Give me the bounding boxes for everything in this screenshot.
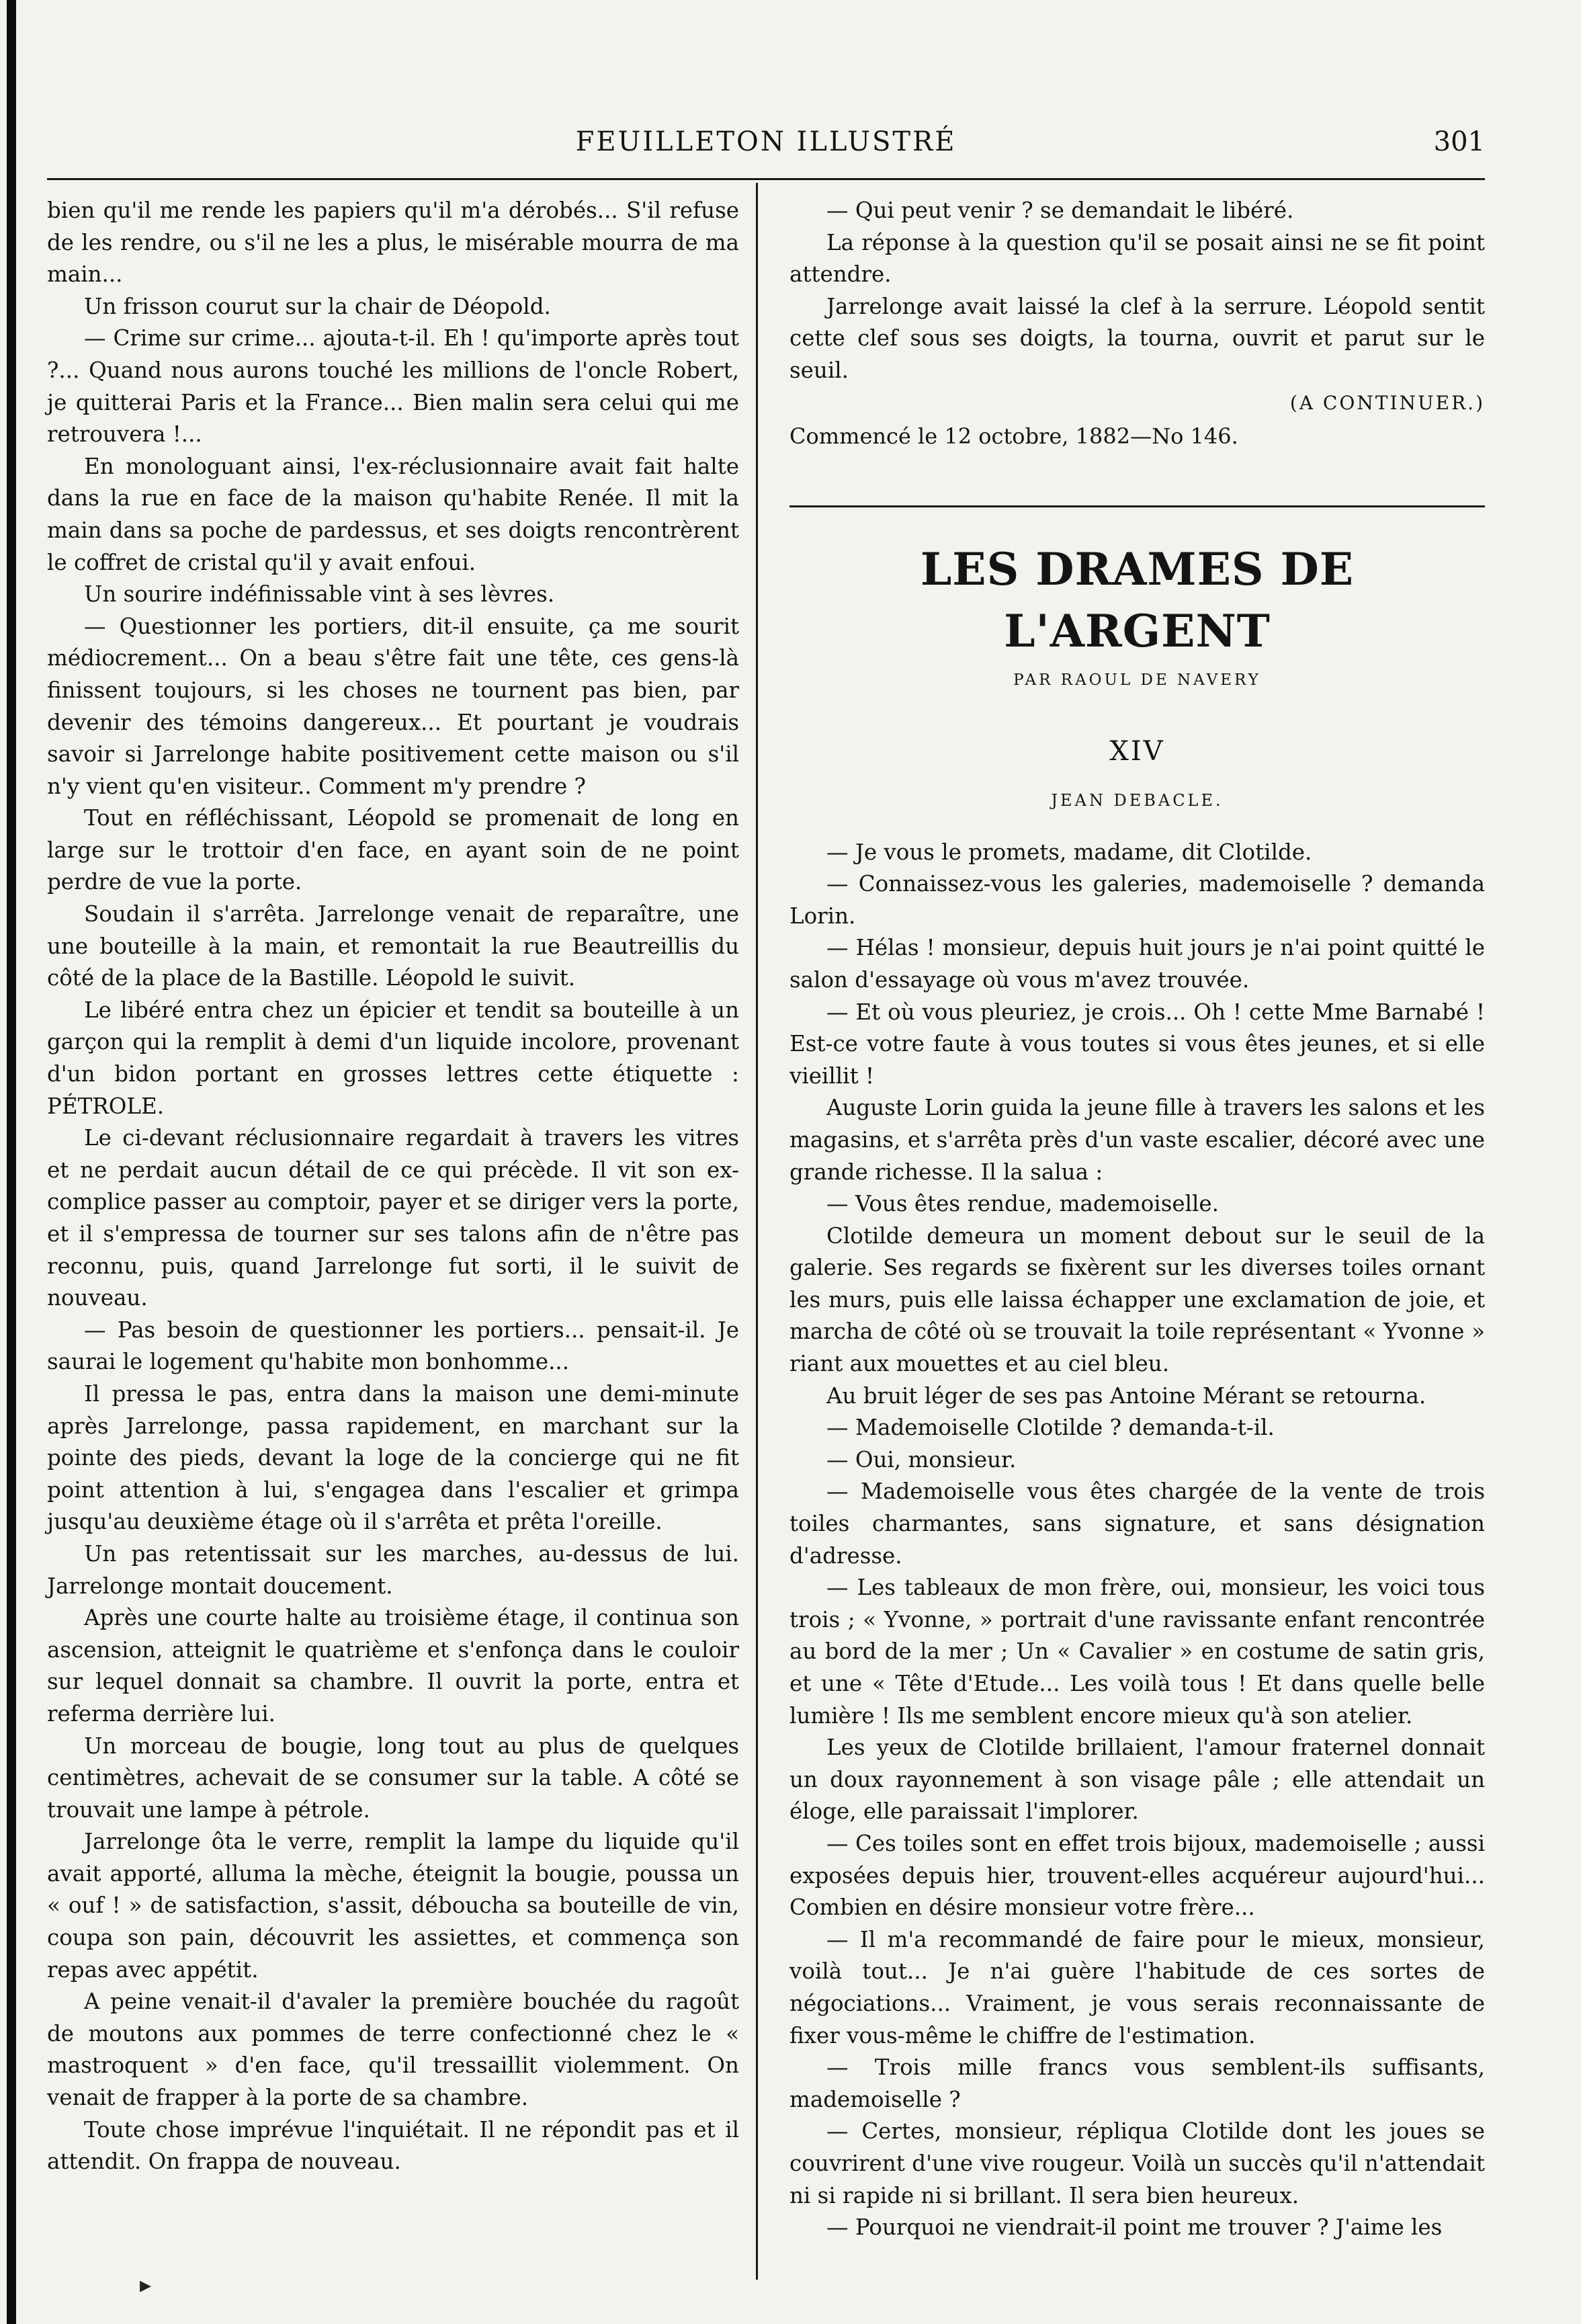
paragraph: Un morceau de bougie, long tout au plus de quelques centimètres, achevait de se consumer sur la table. A côté se trouvait une lampe à pétrole. [47, 1733, 739, 1823]
continuation-note: (A CONTINUER.) [1289, 391, 1485, 414]
paragraph: — Mademoiselle Clotilde ? demanda-t-il. [826, 1415, 1275, 1441]
paragraph: Tout en réfléchissant, Léopold se promenait de long en large sur le trottoir d'en face, en ayant soin de ne point perdre de vue la porte. [47, 805, 739, 895]
previous-story-ending [789, 195, 1485, 387]
paragraph: — Oui, monsieur. [826, 1446, 1017, 1472]
paragraph: bien qu'il me rende les papiers qu'il m'a dérobés... S'il refuse de les rendre, ou s'il ne les a plus, le misérable mourra de ma main... [47, 198, 739, 288]
paragraph: — Pourquoi ne viendrait-il point me trouver ? J'aime les [826, 2214, 1443, 2241]
paragraph: A peine venait-il d'avaler la première bouchée du ragoût de moutons aux pommes de terre confectionné chez le « mastroquent » d'en face, qu'il tressaillit violemment. On venait de frapper à la porte de sa chambre. [47, 1989, 739, 2111]
paragraph: — Questionner les portiers, dit-il ensuite, ça me sourit médiocrement... On a beau s'être fait une tête, ces gens-là finissent toujours, si les choses ne tournent pas bien, par devenir des témoins dangereux... Et pourtant je voudrais savoir si Jarrelonge habite positivement cette maison ou s'il n'y vient qu'en visiteur.. Comment m'y prendre ? [47, 613, 739, 799]
section-rule [789, 505, 1485, 507]
paragraph: Un pas retentissait sur les marches, au-dessus de lui. Jarrelonge montait doucement. [47, 1540, 739, 1599]
feuilleton-title: LES DRAMES DE L'ARGENT [920, 542, 1355, 657]
paragraph: — Mademoiselle vous êtes chargée de la vente de trois toiles charmantes, sans signature, et sans désignation d'adresse. [789, 1479, 1485, 1569]
commence-note: Commencé le 12 octobre, 1882—No 146. [789, 423, 1238, 449]
paragraph: Auguste Lorin guida la jeune fille à travers les salons et les magasins, et s'arrêta près d'un vaste escalier, décoré avec une grande richesse. Il la salua : [789, 1095, 1485, 1185]
paragraph: Soudain il s'arrêta. Jarrelonge venait de reparaître, une une bouteille à la main, et remontait la rue Beautreillis du côté de la place de la Bastille. Léopold le suivit. [47, 901, 739, 991]
paragraph: Les yeux de Clotilde brillaient, l'amour fraternel donnait un doux rayonnement à son visage pâle ; elle attendait un éloge, elle paraissait l'implorer. [789, 1735, 1485, 1825]
header-title: FEUILLETON ILLUSTRÉ [575, 126, 957, 157]
paragraph: — Les tableaux de mon frère, oui, monsieur, les voici tous trois ; « Yvonne, » portrait d'une ravissante enfant rencontrée au bord de la mer ; Un « Cavalier » en costume de satin gris, et une « Tête d'Etude... Les voilà tous ! Et dans quelle belle lumière ! Ils me semblent encore mieux qu'à son atelier. [789, 1575, 1485, 1729]
page-edge-bar [7, 0, 16, 2324]
page-header [47, 126, 1485, 167]
paragraph: — Ces toiles sont en effet trois bijoux, mademoiselle ; aussi exposées depuis hier, trouvent-elles acquéreur aujourd'hui... Combien en désire monsieur votre frère... [789, 1830, 1485, 1921]
paragraph: Après une courte halte au troisième étage, il continua son ascension, atteignit le quatrième et s'enfonça dans le couloir sur lequel donnait sa chambre. Il ouvrit la porte, entra et referma derrière lui. [47, 1605, 739, 1727]
column-divider [756, 183, 758, 2280]
paragraph: Au bruit léger de ses pas Antoine Mérant se retourna. [826, 1382, 1426, 1409]
paragraph: Clotilde demeura un moment debout sur le seuil de la galerie. Ses regards se fixèrent sur les diverses toiles ornant les murs, puis elle laissa échapper une exclamation de joie, et marcha de côté où se trouvait la toile représentant « Yvonne » riant aux mouettes et au ciel bleu. [789, 1222, 1485, 1377]
paragraph: — Trois mille francs vous semblent-ils suffisants, mademoiselle ? [789, 2055, 1485, 2112]
paragraph: Toute chose imprévue l'inquiétait. Il ne répondit pas et il attendit. On frappa de nouveau. [47, 2116, 739, 2175]
paragraph: Il pressa le pas, entra dans la maison une demi-minute après Jarrelonge, passa rapidement, en marchant sur la pointe des pieds, devant la loge de la concierge qui ne fit point attention à lui, s'engagea dans l'escalier et grimpa jusqu'au deuxième étage où il s'arrêta et prêta l'oreille. [47, 1380, 739, 1535]
chapter-title: JEAN DEBACLE. [1051, 790, 1224, 810]
paragraph: Jarrelonge avait laissé la clef à la serrure. Léopold sentit cette clef sous ses doigts, la tourna, ouvrit et parut sur le seuil. [789, 293, 1485, 383]
paragraph: La réponse à la question qu'il se posait ainsi ne se fit point attendre. [789, 229, 1485, 288]
paragraph: Le ci-devant réclusionnaire regardait à travers les vitres et ne perdait aucun détail de ce qui précède. Il vit son ex-complice passer au comptoir, payer et se diriger vers la porte, et il s'empressa de tourner sur ses talons afin de n'être pas reconnu, puis, quand Jarrelonge fut sorti, il le suivit de nouveau. [47, 1125, 739, 1311]
paragraph: Un sourire indéfinissable vint à ses lèvres. [84, 581, 555, 608]
ink-mark: ▸ [140, 2272, 152, 2298]
paragraph: — Il m'a recommandé de faire pour le mieux, monsieur, voilà tout... Je n'ai guère l'habitude de ces sortes de négociations... Vraiment, je vous serais reconnaissante de fixer vous-même le chiffre de l'estimation. [789, 1926, 1485, 2048]
paragraph: — Certes, monsieur, répliqua Clotilde dont les joues se couvrirent d'une vive rougeur. Voilà un succès qu'il n'attendait ni si rapide ni si brillant. Il sera bien heureux. [789, 2118, 1485, 2208]
header-rule [47, 178, 1485, 180]
paragraph: — Crime sur crime... ajouta-t-il. Eh ! qu'importe après tout ?... Quand nous aurons touché les millions de l'oncle Robert, je quitterai Paris et la France... Bien malin sera celui qui me retrouvera !... [47, 325, 739, 448]
paragraph: Le libéré entra chez un épicier et tendit sa bouteille à un garçon qui la remplit à demi d'un liquide incolore, provenant d'un bidon portant en grosses lettres cette étiquette : PÉTROLE. [47, 997, 739, 1119]
paragraph: Un frisson courut sur la chair de Déopold. [84, 293, 551, 319]
paragraph: — Qui peut venir ? se demandait le libéré. [826, 198, 1294, 223]
paragraph: — Je vous le promets, madame, dit Clotilde. [826, 839, 1312, 865]
page-number: 301 [1433, 126, 1485, 157]
paragraph: — Connaissez-vous les galeries, mademoiselle ? demanda Lorin. [789, 871, 1485, 929]
chapter-number: XIV [1109, 735, 1165, 767]
paragraph: — Vous êtes rendue, mademoiselle. [826, 1191, 1219, 1217]
left-column [47, 195, 739, 2178]
paragraph: — Et où vous pleuriez, je crois... Oh ! cette Mme Barnabé ! Est-ce votre faute à vous toutes si vous êtes jeunes, et si elle vieillit ! [789, 999, 1485, 1089]
paragraph: En monologuant ainsi, l'ex-réclusionnaire avait fait halte dans la rue en face de la maison qu'habite Renée. Il mit la main dans sa poche de pardessus, et ses doigts rencontrèrent le coffret de cristal qu'il y avait enfoui. [47, 453, 739, 575]
paragraph: — Hélas ! monsieur, depuis huit jours je n'ai point quitté le salon d'essayage où vous m'avez trouvée. [789, 935, 1485, 993]
author-line: PAR RAOUL DE NAVERY [1013, 671, 1261, 689]
paragraph: Jarrelonge ôta le verre, remplit la lampe du liquide qu'il avait apporté, alluma la mèche, éteignit la bougie, poussa un « ouf ! » de satisfaction, s'assit, déboucha sa bouteille de vin, coupa son pain, découvrit les assiettes, et commença son repas avec appétit. [47, 1829, 739, 1983]
paragraph: — Pas besoin de questionner les portiers... pensait-il. Je saurai le logement qu'habite mon bonhomme... [47, 1317, 739, 1375]
chapter-body [789, 837, 1485, 2244]
right-column [789, 195, 1485, 2244]
